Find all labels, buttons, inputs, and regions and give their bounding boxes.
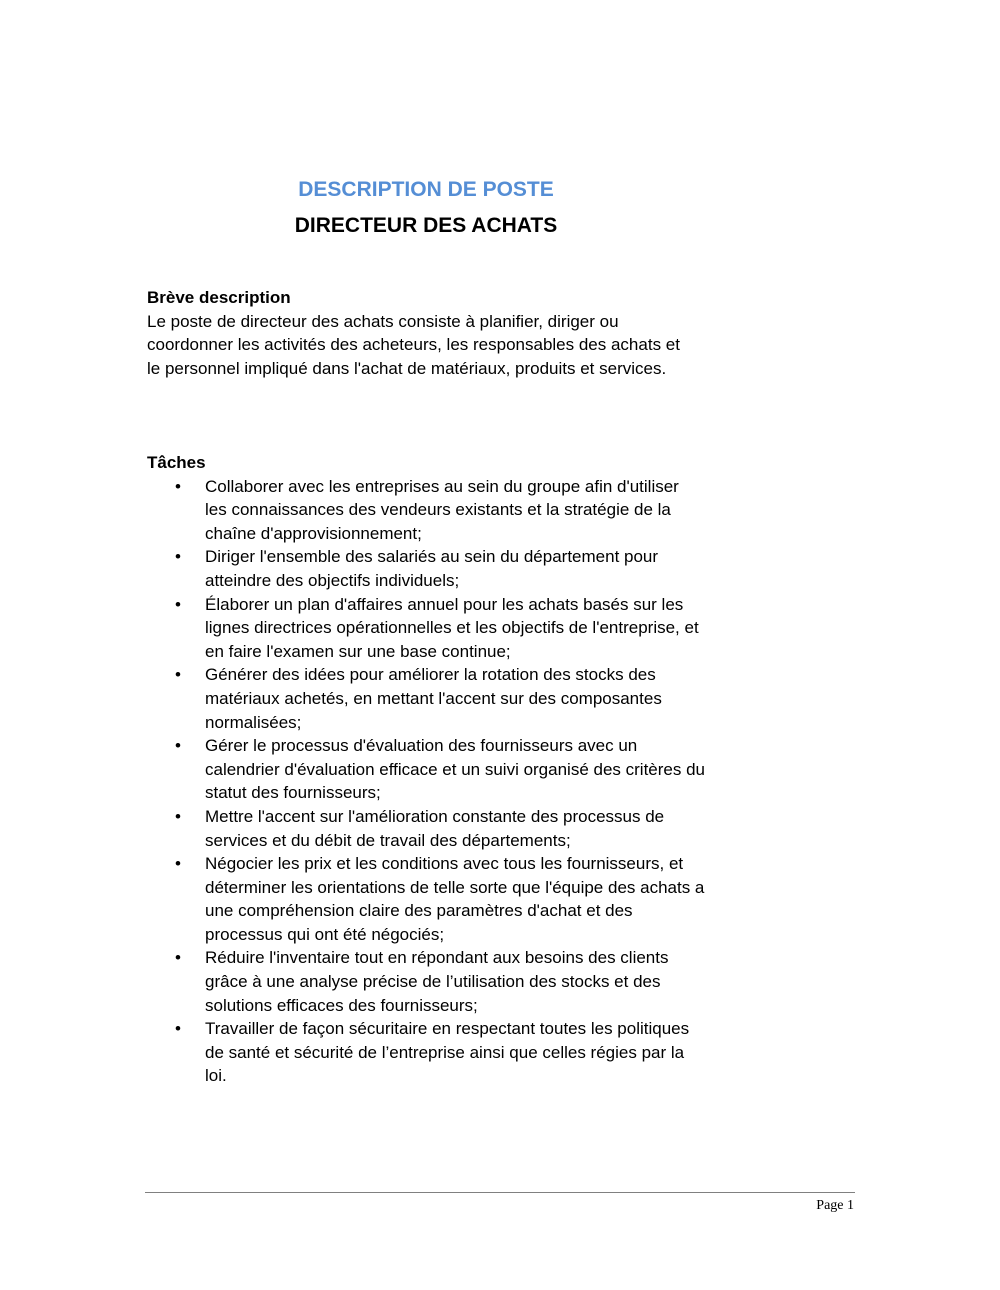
tasks-heading: Tâches bbox=[147, 453, 206, 472]
task-text: Diriger l'ensemble des salariés au sein du département pour atteindre des objectifs individuels; bbox=[205, 547, 659, 590]
title-block bbox=[0, 176, 852, 240]
summary-section bbox=[147, 286, 707, 380]
task-item bbox=[147, 663, 705, 734]
bullet-icon: • bbox=[175, 665, 181, 685]
task-item bbox=[147, 475, 705, 546]
page-number: Page 1 bbox=[816, 1198, 854, 1213]
tasks-section bbox=[147, 451, 707, 1088]
bullet-icon: • bbox=[175, 854, 181, 874]
task-item bbox=[147, 805, 705, 852]
task-item bbox=[147, 1017, 705, 1088]
document-kicker: DESCRIPTION DE POSTE bbox=[298, 178, 554, 201]
bullet-icon: • bbox=[175, 948, 181, 968]
summary-body: Le poste de directeur des achats consiste à planifier, diriger ou coordonner les activités des acheteurs, les responsables des achats et le personnel impliqué dans l'achat de matériaux, produits et services. bbox=[147, 311, 680, 378]
task-text: Gérer le processus d'évaluation des fournisseurs avec un calendrier d'évaluation efficace et un suivi organisé des critères du statut des fournisseurs; bbox=[205, 736, 705, 803]
task-item bbox=[147, 734, 705, 805]
task-item bbox=[147, 593, 705, 664]
footer-divider bbox=[145, 1192, 855, 1193]
document-title: DIRECTEUR DES ACHATS bbox=[294, 214, 558, 237]
task-text: Négocier les prix et les conditions avec tous les fournisseurs, et déterminer les orientations de telle sorte que l'équipe des achats a une compréhension claire des paramètres d'achat et des processus qui ont été négociés; bbox=[205, 854, 705, 944]
bullet-icon: • bbox=[175, 476, 181, 496]
task-text: Travailler de façon sécuritaire en respectant toutes les politiques de santé et sécurité de l’entreprise ainsi que celles régies par la loi. bbox=[205, 1019, 690, 1086]
task-item bbox=[147, 852, 705, 946]
bullet-icon: • bbox=[175, 1019, 181, 1039]
task-item bbox=[147, 545, 705, 592]
task-item bbox=[147, 946, 705, 1017]
bullet-icon: • bbox=[175, 594, 181, 614]
task-text: Élaborer un plan d'affaires annuel pour les achats basés sur les lignes directrices opérationnelles et les objectifs de l'entreprise, et en faire l'examen sur une base continue; bbox=[205, 594, 699, 661]
task-text: Mettre l'accent sur l'amélioration constante des processus de services et du débit de travail des départements; bbox=[205, 806, 665, 850]
bullet-icon: • bbox=[175, 806, 181, 826]
task-text: Réduire l'inventaire tout en répondant aux besoins des clients grâce à une analyse précise de l’utilisation des stocks et des solutions efficaces des fournisseurs; bbox=[205, 948, 669, 1015]
task-text: Collaborer avec les entreprises au sein du groupe afin d'utiliser les connaissances des vendeurs existants et la stratégie de la chaîne d'approvisionnement; bbox=[205, 476, 679, 543]
bullet-icon: • bbox=[175, 736, 181, 756]
bullet-icon: • bbox=[175, 547, 181, 567]
task-list bbox=[147, 475, 707, 1088]
summary-heading: Brève description bbox=[147, 288, 291, 307]
task-text: Générer des idées pour améliorer la rotation des stocks des matériaux achetés, en mettant l'accent sur des composantes normalisées; bbox=[205, 665, 662, 732]
